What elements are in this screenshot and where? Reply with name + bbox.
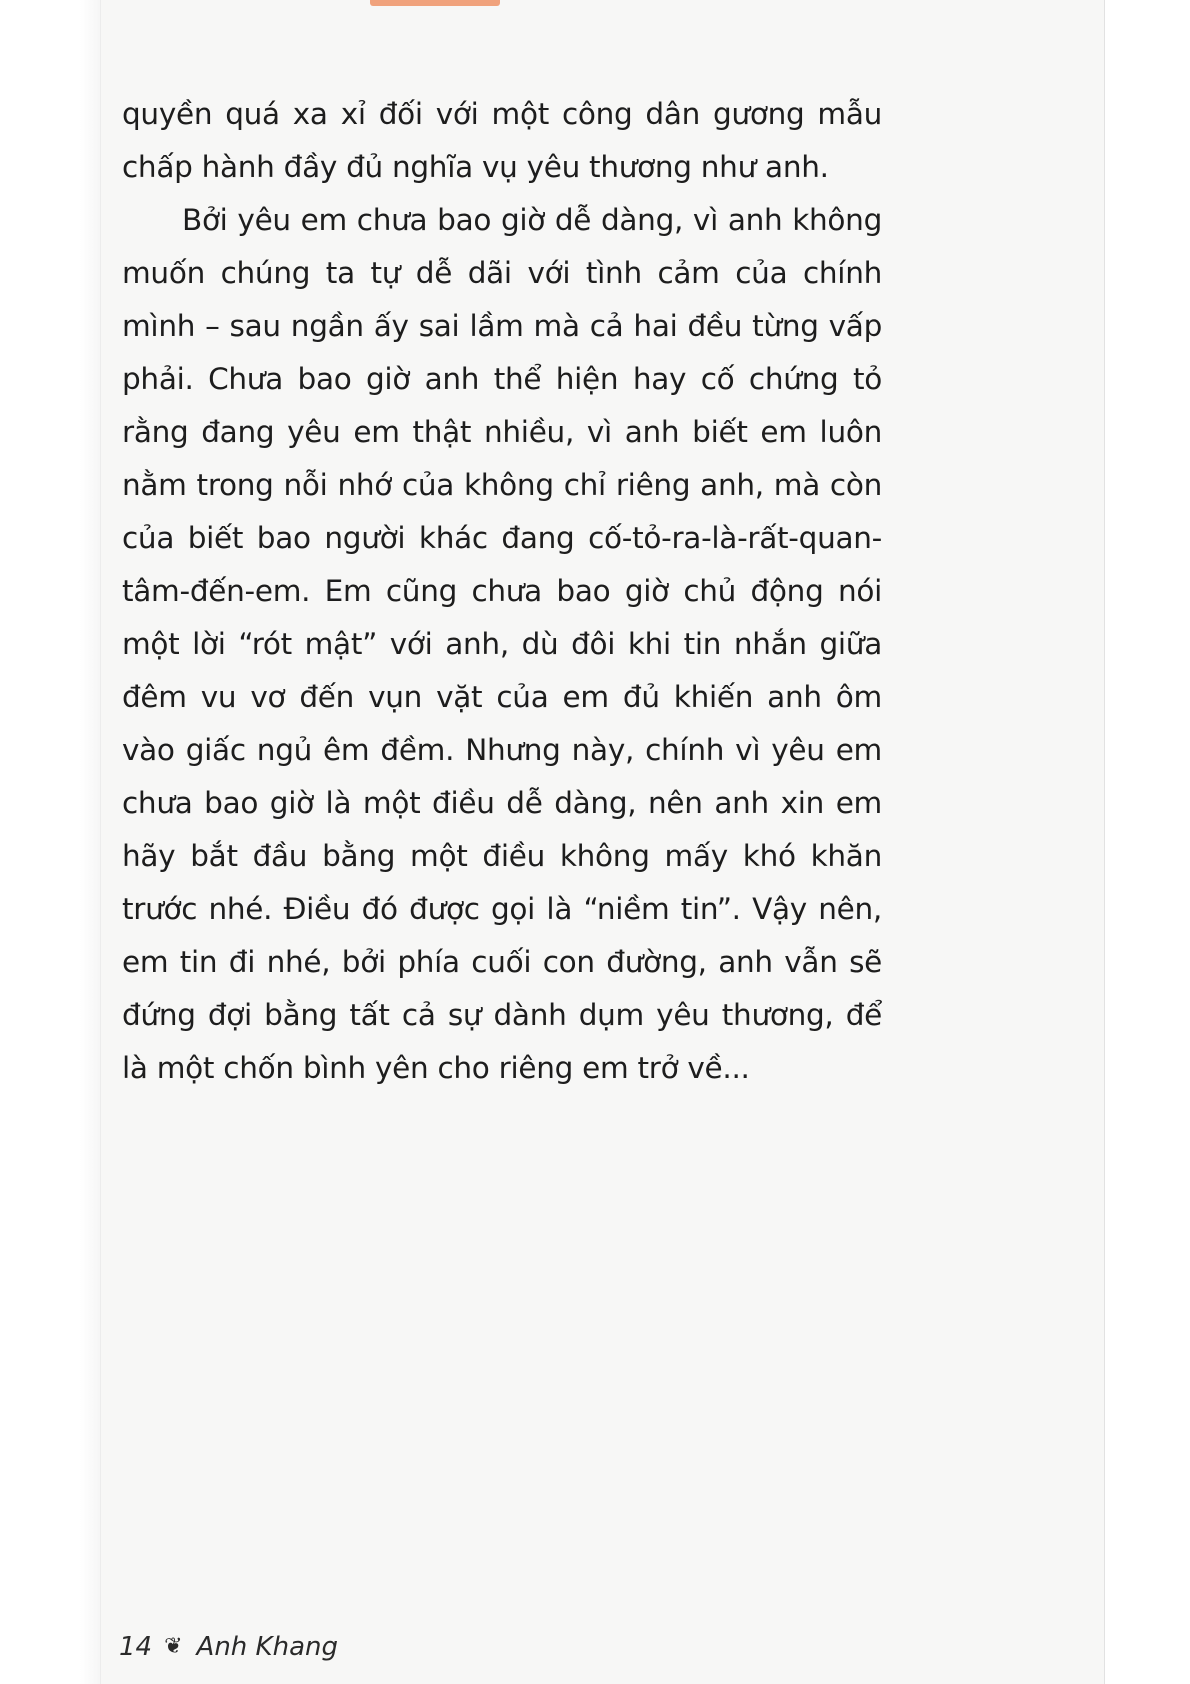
scan-background-right [1105,0,1190,1684]
page-footer [119,1632,338,1662]
paragraph-continued: quyền quá xa xỉ đối với một công dân gương mẫu chấp hành đầy đủ nghĩa vụ yêu thương như anh. [122,97,882,184]
page-number: 14 [119,1632,153,1662]
leaf-ornament-icon: ❦ [164,1634,183,1659]
scan-background-left [0,0,100,1684]
paragraph: Bởi yêu em chưa bao giờ dễ dàng, vì anh không muốn chúng ta tự dễ dãi với tình cảm của chính mình – sau ngần ấy sai lầm mà cả hai đều từng vấp phải. Chưa bao giờ anh thể hiện hay cố chứng tỏ rằng đang yêu em thật nhiều, vì anh biết em luôn nằm trong nỗi nhớ của không chỉ riêng anh, mà còn của biết bao người khác đang cố-tỏ-ra-là-rất-quan-tâm-đến-em. Em cũng chưa bao giờ chủ động nói một lời “rót mật” với anh, dù đôi khi tin nhắn giữa đêm vu vơ đến vụn vặt của em đủ khiến anh ôm vào giấc ngủ êm đềm. Nhưng này, chính vì yêu em chưa bao giờ là một điều dễ dàng, nên anh xin em hãy bắt đầu bằng một điều không mấy khó khăn trước nhé. Điều đó được gọi là “niềm tin”. Vậy nên, em tin đi nhé, bởi phía cuối con đường, anh vẫn sẽ đứng đợi bằng tất cả sự dành dụm yêu thương, để là một chốn bình yên cho riêng em trở về... [122,203,882,1085]
author-name: Anh Khang [196,1632,338,1662]
page-body [122,88,882,1095]
top-tab-accent [370,0,500,6]
